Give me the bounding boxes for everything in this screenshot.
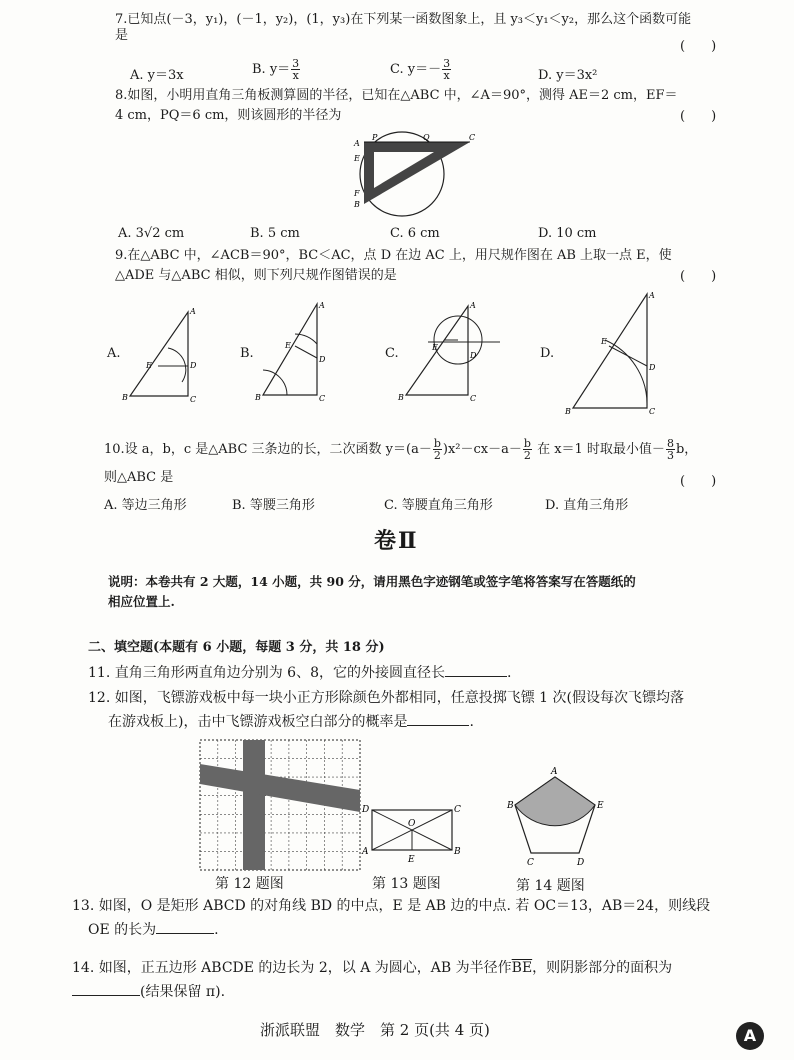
q10-line1: 10.设 a，b，c 是△ABC 三条边的长，二次函数 y＝(a－ $\frac{b}{2}$ )x²－cx－a－ $\frac{b}{2}$ 在 x＝1 时取最小值－ $\frac{8}{3}$ b， [104, 437, 698, 462]
fig13-label-o: O [408, 819, 416, 829]
q12-line1: 12. 如图，飞镖游戏板中每一块小正方形除颜色外都相同，任意投掷飞镖 1 次(假设每次飞镖均落 [88, 690, 684, 706]
q7-option-a: A. y＝3x [130, 68, 184, 83]
q10-bracket: ( ) [680, 474, 717, 489]
q10-option-b: B. 等腰三角形 [232, 498, 315, 513]
fig14-label-e: E [597, 801, 604, 811]
section-title: 卷Ⅱ [374, 528, 419, 554]
q9-fig-b-label: B. [240, 346, 254, 361]
q9a-label-a: A [190, 307, 196, 316]
note-line1: 说明：本卷共有 2 大题，14 小题，共 90 分，请用黑色字迹钢笔或签字笔将答案写在答题纸的 [108, 574, 636, 589]
q9b-label-b: B [255, 393, 261, 402]
q9b-label-a: A [319, 301, 325, 310]
q9c-label-a: A [470, 301, 476, 310]
q7-bracket: ( ) [680, 39, 717, 54]
q7-line1: 7.已知点(－3，y₁)，(－1，y₂)，(1，y₃)在下列某一函数图象上，且 y₃＜y₁＜y₂，那么这个函数可能 [115, 12, 692, 27]
q9-fig-d-label: D. [540, 346, 555, 361]
q9-figure-c [398, 300, 508, 405]
q10-option-d: D. 直角三角形 [545, 498, 629, 513]
q14-line1: 14. 如图，正五边形 ABCDE 的边长为 2，以 A 为圆心，AB 为半径作$\overline{BE}$，则阴影部分的面积为 [72, 960, 673, 976]
fig14-label-c: C [527, 858, 534, 868]
q9a-label-d: D [190, 361, 197, 370]
q11: 11. 直角三角形两直角边分别为 6、8，它的外接圆直径长 . [88, 665, 512, 681]
q9-fig-a-label: A. [107, 346, 121, 361]
fig13-label-e: E [408, 855, 415, 865]
q9c-label-d: D [470, 351, 477, 360]
q10-line2: 则△ABC 是 [104, 470, 174, 485]
version-badge: A [736, 1022, 764, 1050]
fig14-label-b: B [507, 801, 514, 811]
q8-label-p: P [372, 133, 378, 142]
q13-line1: 13. 如图，O 是矩形 ABCD 的对角线 BD 的中点，E 是 AB 边的中点. 若 OC＝13，AB＝24，则线段 [72, 898, 711, 914]
note-line2: 相应位置上. [108, 594, 175, 609]
q8-label-b: B [354, 200, 360, 209]
q9a-label-c: C [190, 395, 197, 404]
q8-line1: 8.如图，小明用直角三角板测算圆的半径，已知在△ABC 中，∠A＝90°，测得 AE＝2 cm，EF＝ [115, 88, 678, 103]
q9-line2: △ADE 与△ABC 相似，则下列尺规作图错误的是 [115, 268, 397, 283]
caption-fig14: 第 14 题图 [516, 878, 585, 894]
q9d-label-a: A [649, 291, 655, 300]
fig13-label-a: A [362, 847, 369, 857]
q8-label-e: E [354, 154, 360, 163]
page-footer: 浙派联盟 数学 第 2 页(共 4 页) [260, 1021, 490, 1039]
q9b-label-e: E [285, 341, 291, 350]
fig13-rectangle [362, 800, 462, 870]
q8-label-q: Q [423, 133, 430, 142]
fig14-label-a: A [551, 767, 558, 777]
q13-line2: OE 的长为 . [88, 922, 219, 938]
q9b-label-d: D [319, 355, 326, 364]
q8-line2: 4 cm，PQ＝6 cm，则该圆形的半径为 [115, 108, 342, 123]
fig13-label-c: C [454, 805, 461, 815]
section2-header: 二、填空题(本题有 6 小题，每题 3 分，共 18 分) [88, 640, 385, 655]
fig14-label-d: D [577, 858, 585, 868]
q9b-label-c: C [319, 394, 326, 403]
q8-bracket: ( ) [680, 109, 717, 124]
q7-option-c: C. y＝－ $\frac{3}{x}$ [390, 57, 451, 82]
q9-bracket: ( ) [680, 269, 717, 284]
fig13-label-d: D [362, 805, 370, 815]
q9-figure-d [565, 286, 665, 416]
q9-figure-b [255, 300, 335, 405]
caption-fig13: 第 13 题图 [372, 876, 441, 892]
q7-option-d: D. y＝3x² [538, 68, 598, 83]
fig12-dart-board [200, 740, 360, 870]
q9d-label-c: C [649, 407, 656, 416]
q9-line1: 9.在△ABC 中，∠ACB＝90°，BC＜AC，点 D 在边 AC 上，用尺规作图在 AB 上取一点 E，使 [115, 248, 672, 263]
q12-line2: 在游戏板上)，击中飞镖游戏板空白部分的概率是 . [108, 714, 474, 730]
q8-option-d: D. 10 cm [538, 226, 597, 241]
q8-option-a: A. 3√2 cm [118, 226, 185, 241]
q9-fig-c-label: C. [385, 346, 399, 361]
q14-line2: (结果保留 π). [72, 984, 225, 1000]
q8-label-a: A [354, 139, 360, 148]
q10-option-a: A. 等边三角形 [104, 498, 187, 513]
q9c-label-e: E [432, 343, 438, 352]
q9d-label-e: E [601, 337, 607, 346]
q9a-label-e: E [146, 361, 152, 370]
q8-option-b: B. 5 cm [250, 226, 300, 241]
q9a-label-b: B [122, 393, 128, 402]
q8-label-f: F [354, 189, 360, 198]
q9c-label-b: B [398, 393, 404, 402]
fig13-label-b: B [454, 847, 461, 857]
fig14-pentagon [505, 765, 605, 875]
q9c-label-c: C [470, 394, 477, 403]
q8-figure [350, 132, 480, 222]
q7-line2: 是 [115, 28, 129, 43]
q9d-label-d: D [649, 363, 656, 372]
caption-fig12: 第 12 题图 [215, 876, 284, 892]
q8-option-c: C. 6 cm [390, 226, 440, 241]
q8-label-c: C [469, 133, 476, 142]
q7-option-b: B. y＝ $\frac{3}{x}$ [252, 57, 300, 82]
q10-option-c: C. 等腰直角三角形 [384, 498, 493, 513]
q9-figure-a [120, 308, 210, 408]
q9d-label-b: B [565, 407, 571, 416]
